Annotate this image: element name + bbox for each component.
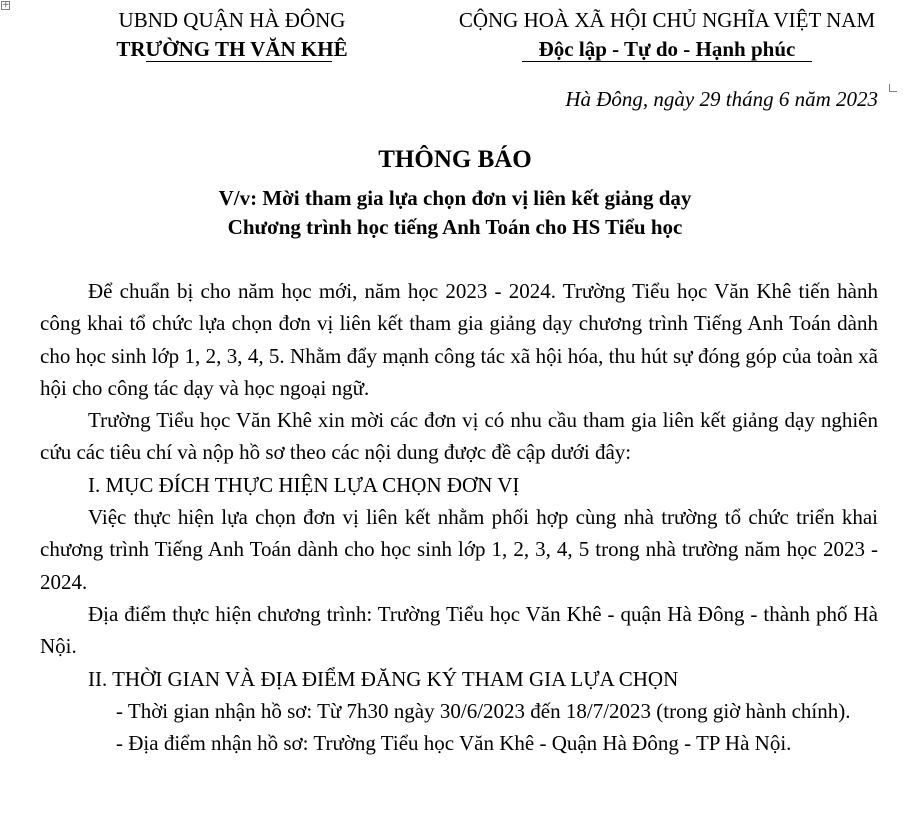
document-subject	[0, 184, 910, 242]
document-body	[40, 275, 878, 759]
table-move-handle-icon[interactable]: +	[2, 0, 10, 10]
school-name: TRƯỜNG TH VĂN KHÊ	[116, 37, 348, 61]
section-1-heading: I. MỤC ĐÍCH THỰC HIỆN LỰA CHỌN ĐƠN VỊ	[88, 472, 520, 497]
section-1-paragraph-1: Việc thực hiện lựa chọn đơn vị liên kết nhằm phối hợp cùng nhà trường tổ chức triển khai chương trình Tiếng Anh Toán dành cho học sinh lớp 1, 2, 3, 4, 5 trong nhà trường năm học 2023 - 2024.	[40, 505, 878, 594]
invitation-paragraph: Trường Tiểu học Văn Khê xin mời các đơn vị có nhu cầu tham gia liên kết giảng dạy nghiên cứu các tiêu chí và nộp hồ sơ theo các nội dung được đề cập dưới đây:	[40, 408, 878, 465]
authority-name: UBND QUẬN HÀ ĐÔNG	[118, 8, 346, 32]
date-place-line: Hà Đông, ngày 29 tháng 6 năm 2023	[565, 87, 878, 111]
text-boundary-mark	[889, 84, 897, 92]
country-name: CỘNG HOÀ XÃ HỘI CHỦ NGHĨA VIỆT NAM	[458, 8, 876, 32]
document-title: THÔNG BÁO	[378, 146, 532, 173]
section-2-item-2: - Địa điểm nhận hồ sơ: Trường Tiểu học Văn Khê - Quận Hà Đông - TP Hà Nội.	[116, 731, 792, 756]
national-title-block	[424, 6, 910, 62]
national-motto: Độc lập - Tự do - Hạnh phúc	[538, 37, 796, 61]
section-1-paragraph-2: Địa điểm thực hiện chương trình: Trường Tiểu học Văn Khê - quận Hà Đông - thành phố Hà Nội.	[40, 601, 878, 659]
intro-paragraph: Để chuẩn bị cho năm học mới, năm học 2023 - 2024. Trường Tiểu học Văn Khê tiến hành công khai tổ chức lựa chọn đơn vị liên kết tham gia giảng dạy chương trình Tiếng Anh Toán dành cho học sinh lớp 1, 2, 3, 4, 5. Nhằm đẩy mạnh công tác xã hội hóa, thu hút sự đóng góp của toàn xã hội cho công tác dạy và học ngoại ngữ.	[40, 279, 878, 400]
subject-line-1: V/v: Mời tham gia lựa chọn đơn vị liên kết giảng dạy	[218, 186, 692, 210]
school-name-underline	[146, 61, 332, 62]
section-2-heading: II. THỜI GIAN VÀ ĐỊA ĐIỂM ĐĂNG KÝ THAM GIA LỰA CHỌN	[88, 666, 679, 691]
section-2-item-1: - Thời gian nhận hồ sơ: Từ 7h30 ngày 30/6/2023 đến 18/7/2023 (trong giờ hành chính).	[116, 698, 851, 723]
subject-line-2: Chương trình học tiếng Anh Toán cho HS Tiểu học	[227, 215, 683, 239]
issuing-authority-block	[82, 6, 382, 62]
